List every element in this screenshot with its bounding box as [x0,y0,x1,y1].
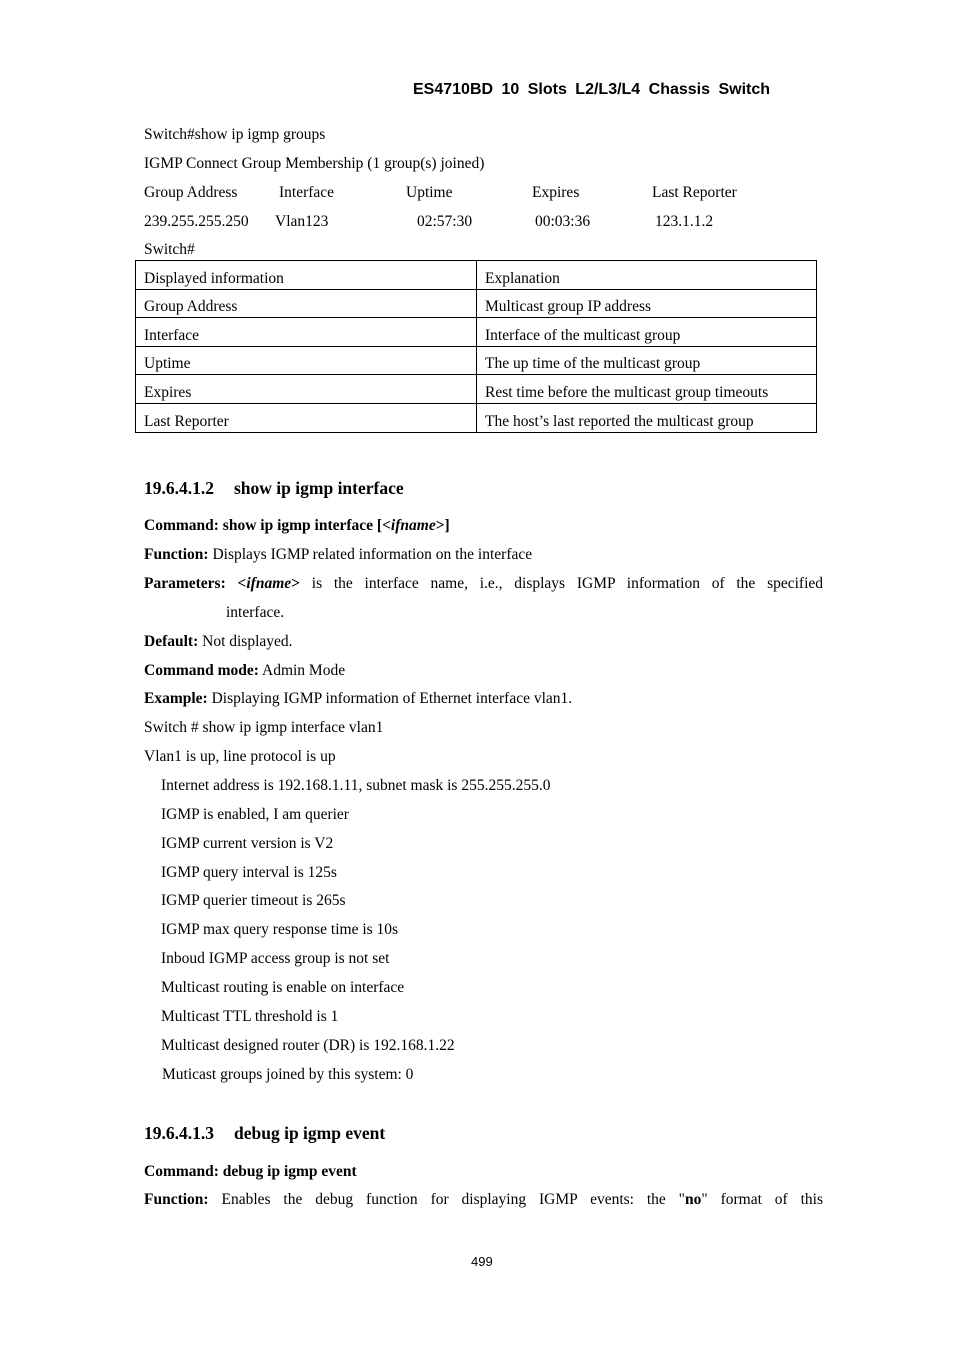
table-row [136,318,817,347]
cell-uptime: 02:57:30 [417,213,473,230]
section-number: 19.6.4.1.2 [144,478,214,498]
table-row [136,375,817,404]
output-line: IGMP is enabled, I am querier [161,806,349,823]
page-number: 499 [471,1254,493,1269]
table-row [136,289,817,318]
param-open: < [237,575,247,592]
table-row [136,403,817,432]
parameters-continuation: interface. [226,604,285,621]
output-line: Multicast routing is enable on interface [161,979,405,996]
section-heading [144,478,404,498]
function-text: Enables the debug function for displaying IGMP events: the " [221,1191,686,1208]
table-cell: Rest time before the multicast group timeouts [477,375,817,404]
table-header-row [136,261,817,290]
table-cell: The up time of the multicast group [477,346,817,375]
page-header: ES4710BD 10 Slots L2/L3/L4 Chassis Switch [413,81,771,98]
col-last-reporter: Last Reporter [652,184,737,201]
section-title: show ip igmp interface [234,478,404,498]
section-heading [144,1123,385,1143]
function-label: Function: [144,546,209,563]
explanation-table [135,260,817,433]
output-line: Multicast designed router (DR) is 192.168.1.22 [161,1037,455,1054]
param-name: ifname [246,575,292,592]
col-group-address: Group Address [144,184,238,201]
table-header-cell: Explanation [477,261,817,290]
function-text: Displays IGMP related information on the interface [212,546,533,563]
command-line [144,517,450,535]
output-line: Inboud IGMP access group is not set [161,950,390,967]
output-line: IGMP querier timeout is 265s [161,892,346,909]
example-prompt: Switch # show ip igmp interface vlan1 [144,719,384,736]
mode-line [144,662,345,680]
section-number: 19.6.4.1.3 [144,1123,214,1143]
cli-prompt: Switch#show ip igmp groups [144,126,326,143]
col-expires: Expires [532,184,580,201]
table-cell: Interface [136,318,477,347]
parameters-line [144,575,823,593]
example-text: Displaying IGMP information of Ethernet interface vlan1. [211,690,573,707]
table-header-cell: Displayed information [136,261,477,290]
cell-expires: 00:03:36 [535,213,591,230]
default-label: Default: [144,633,199,650]
col-interface: Interface [279,184,335,201]
example-status: Vlan1 is up, line protocol is up [144,748,336,765]
default-text: Not displayed. [202,633,293,650]
function-line [144,1191,823,1209]
table-cell: Multicast group IP address [477,289,817,318]
default-line [144,633,293,651]
output-line: IGMP max query response time is 10s [161,921,399,938]
output-line: IGMP current version is V2 [161,835,334,852]
function-line [144,546,532,564]
output-line: IGMP query interval is 125s [161,864,337,881]
output-line: Muticast groups joined by this system: 0 [162,1066,414,1083]
example-line [144,690,572,708]
output-line: Multicast TTL threshold is 1 [161,1008,339,1025]
col-uptime: Uptime [406,184,453,201]
command-end: >] [435,517,450,534]
cell-last-reporter: 123.1.1.2 [655,213,714,230]
cli-end-prompt: Switch# [144,241,195,258]
mode-label: Command mode: [144,662,259,679]
mode-text: Admin Mode [262,662,346,679]
command-label: Command: show ip igmp interface [< [144,517,391,534]
output-line: Internet address is 192.168.1.11, subnet mask is 255.255.255.0 [161,777,551,794]
parameters-label: Parameters: [144,575,226,592]
table-cell: Uptime [136,346,477,375]
parameters-text: is the interface name, i.e., displays IGMP information of the specified [311,575,824,592]
table-cell: Expires [136,375,477,404]
example-label: Example: [144,690,208,707]
cell-group-address: 239.255.255.250 [144,213,249,230]
cli-summary: IGMP Connect Group Membership (1 group(s) joined) [144,155,485,172]
command-param: ifname [390,517,436,534]
table-cell: Interface of the multicast group [477,318,817,347]
no-keyword: no [685,1191,702,1208]
table-cell: Group Address [136,289,477,318]
cell-interface: Vlan123 [275,213,329,230]
table-cell: The host’s last reported the multicast group [477,403,817,432]
function-text-end: " format of this [701,1191,824,1208]
function-label: Function: [144,1191,209,1208]
command-line: Command: debug ip igmp event [144,1163,357,1180]
param-close: > [291,575,300,592]
section-title: debug ip igmp event [234,1123,386,1143]
table-row [136,346,817,375]
table-cell: Last Reporter [136,403,477,432]
